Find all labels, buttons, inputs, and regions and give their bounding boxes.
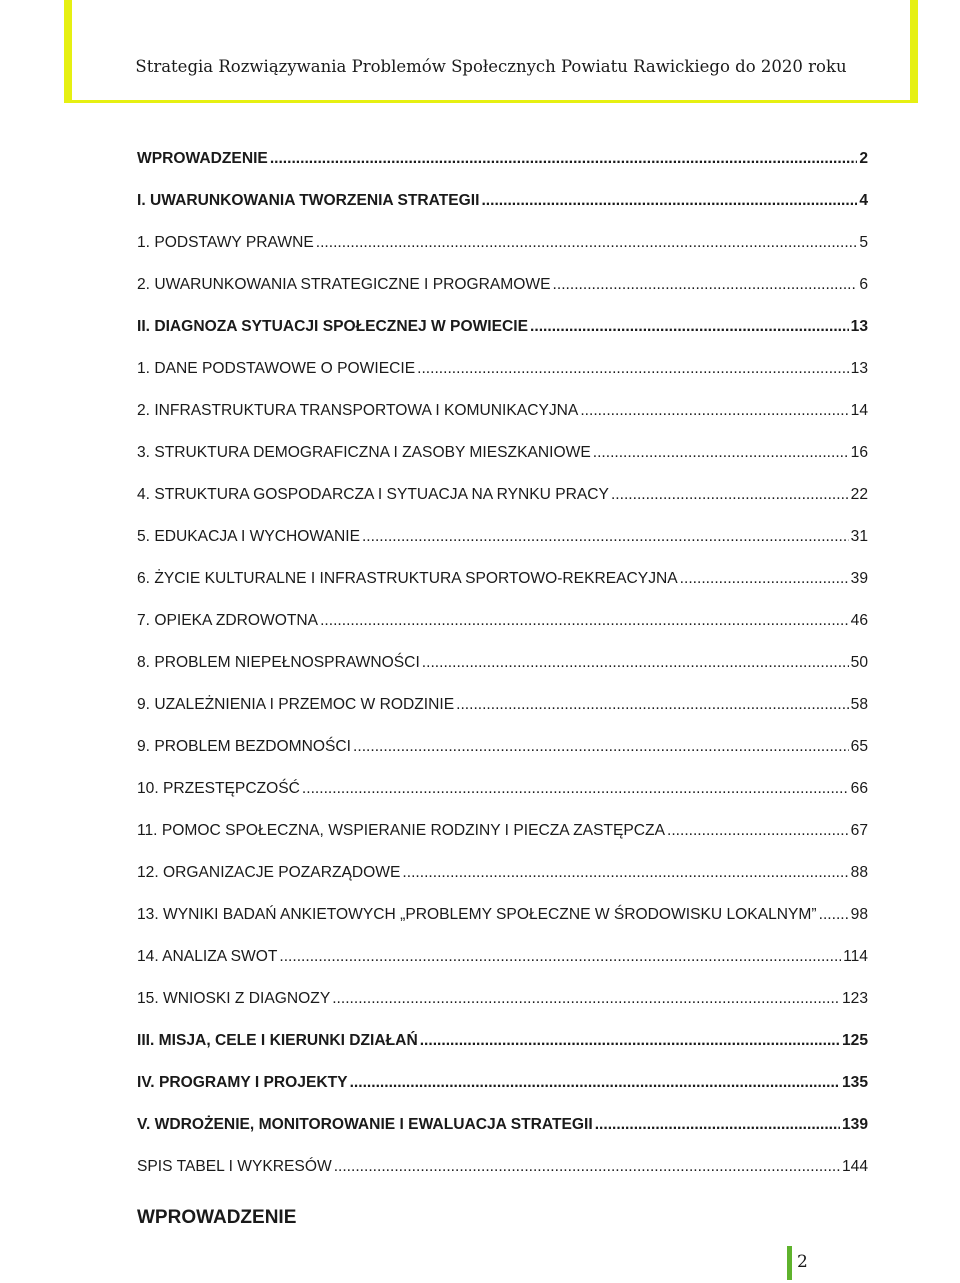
toc-dot-leader [302,780,849,798]
toc-entry-page: 144 [841,1158,868,1175]
toc-dot-leader [456,696,849,714]
toc-entry[interactable] [137,360,868,402]
toc-entry-page: 67 [850,822,868,839]
toc-entry-title: 9. UZALEŻNIENIA I PRZEMOC W RODZINIE [137,696,455,713]
toc-entry-title: 2. UWARUNKOWANIA STRATEGICZNE I PROGRAMOWE [137,276,551,293]
toc-dot-leader [316,234,858,252]
toc-entry[interactable] [137,1116,868,1158]
toc-entry[interactable] [137,1074,868,1116]
toc-dot-leader [270,150,858,168]
toc-entry-title: WPROWADZENIE [137,150,268,167]
toc-entry-page: 13 [850,318,868,335]
toc-entry-page: 14 [850,402,868,419]
toc-entry[interactable] [137,1158,868,1200]
toc-entry-page: 2 [859,150,868,167]
toc-entry-page: 50 [850,654,868,671]
toc-entry-title: 14. ANALIZA SWOT [137,948,278,965]
toc-entry-page: 22 [850,486,868,503]
toc-entry[interactable] [137,234,868,276]
toc-dot-leader [667,822,849,840]
toc-entry-page: 4 [859,192,868,209]
table-of-contents [137,150,868,1200]
toc-entry[interactable] [137,780,868,822]
toc-entry-title: 11. POMOC SPOŁECZNA, WSPIERANIE RODZINY I PIECZA ZASTĘPCZA [137,822,665,839]
toc-entry-title: SPIS TABEL I WYKRESÓW [137,1158,332,1175]
toc-dot-leader [417,360,849,378]
toc-dot-leader [350,1074,840,1092]
toc-entry-page: 66 [850,780,868,797]
toc-entry-page: 65 [850,738,868,755]
toc-dot-leader [334,1158,840,1176]
toc-dot-leader [595,1116,840,1134]
header-left-accent-bar [64,0,72,103]
toc-entry[interactable] [137,864,868,906]
toc-dot-leader [593,444,849,462]
toc-entry-title: 6. ŻYCIE KULTURALNE I INFRASTRUKTURA SPORTOWO-REKREACYJNA [137,570,678,587]
toc-entry-title: IV. PROGRAMY I PROJEKTY [137,1074,348,1091]
toc-entry-page: 123 [841,990,868,1007]
toc-entry-page: 135 [841,1074,868,1091]
toc-entry-page: 39 [850,570,868,587]
toc-entry[interactable] [137,402,868,444]
toc-entry-page: 6 [859,276,868,293]
toc-dot-leader [481,192,857,210]
toc-entry[interactable] [137,738,868,780]
toc-entry-page: 98 [850,906,868,923]
toc-entry[interactable] [137,318,868,360]
header-accent-line [64,100,918,103]
footer-accent-bar [787,1246,792,1280]
toc-entry-title: III. MISJA, CELE I KIERUNKI DZIAŁAŃ [137,1032,418,1049]
toc-dot-leader [320,612,849,630]
toc-entry-page: 58 [850,696,868,713]
toc-entry-title: 13. WYNIKI BADAŃ ANKIETOWYCH „PROBLEMY SPOŁECZNE W ŚRODOWISKU LOKALNYM” [137,906,817,923]
toc-dot-leader [279,948,841,966]
toc-entry[interactable] [137,444,868,486]
toc-entry-title: V. WDROŻENIE, MONITOROWANIE I EWALUACJA STRATEGII [137,1116,593,1133]
toc-entry[interactable] [137,948,868,990]
toc-entry-title: 5. EDUKACJA I WYCHOWANIE [137,528,360,545]
toc-dot-leader [580,402,848,420]
toc-entry-page: 46 [850,612,868,629]
toc-dot-leader [819,906,849,924]
header-right-accent-bar [910,0,918,103]
toc-entry-page: 5 [859,234,868,251]
toc-entry[interactable] [137,612,868,654]
toc-entry-page: 139 [841,1116,868,1133]
toc-entry[interactable] [137,696,868,738]
toc-entry[interactable] [137,276,868,318]
toc-entry-page: 88 [850,864,868,881]
toc-entry-page: 125 [841,1032,868,1049]
toc-entry[interactable] [137,570,868,612]
toc-dot-leader [530,318,849,336]
section-heading: WPROWADZENIE [137,1207,297,1228]
toc-entry[interactable] [137,906,868,948]
toc-dot-leader [420,1032,840,1050]
toc-entry[interactable] [137,654,868,696]
toc-entry[interactable] [137,1032,868,1074]
toc-entry[interactable] [137,528,868,570]
toc-entry[interactable] [137,822,868,864]
toc-entry-title: 8. PROBLEM NIEPEŁNOSPRAWNOŚCI [137,654,420,671]
toc-dot-leader [332,990,840,1008]
toc-entry[interactable] [137,486,868,528]
toc-entry-title: 3. STRUKTURA DEMOGRAFICZNA I ZASOBY MIESZKANIOWE [137,444,591,461]
toc-dot-leader [362,528,849,546]
toc-entry-title: 9. PROBLEM BEZDOMNOŚCI [137,738,352,755]
toc-dot-leader [422,654,849,672]
toc-entry[interactable] [137,192,868,234]
toc-entry-title: 7. OPIEKA ZDROWOTNA [137,612,319,629]
page-number: 2 [797,1252,808,1272]
toc-entry-page: 114 [843,948,868,965]
toc-entry-page: 13 [850,360,868,377]
toc-entry-title: I. UWARUNKOWANIA TWORZENIA STRATEGII [137,192,480,209]
toc-entry-title: 15. WNIOSKI Z DIAGNOZY [137,990,331,1007]
toc-entry-title: 12. ORGANIZACJE POZARZĄDOWE [137,864,401,881]
toc-entry-page: 16 [850,444,868,461]
toc-dot-leader [402,864,848,882]
toc-entry[interactable] [137,150,868,192]
toc-entry-title: 1. DANE PODSTAWOWE O POWIECIE [137,360,416,377]
toc-dot-leader [553,276,858,294]
toc-entry-title: 1. PODSTAWY PRAWNE [137,234,314,251]
toc-entry-title: 4. STRUKTURA GOSPODARCZA I SYTUACJA NA RYNKU PRACY [137,486,609,503]
toc-entry[interactable] [137,990,868,1032]
toc-entry-page: 31 [850,528,868,545]
toc-dot-leader [611,486,849,504]
toc-dot-leader [353,738,849,756]
toc-entry-title: 10. PRZESTĘPCZOŚĆ [137,780,300,797]
running-header-title: Strategia Rozwiązywania Problemów Społecznych Powiatu Rawickiego do 2020 roku [135,57,847,76]
toc-entry-title: 2. INFRASTRUKTURA TRANSPORTOWA I KOMUNIKACYJNA [137,402,579,419]
toc-dot-leader [680,570,849,588]
toc-entry-title: II. DIAGNOZA SYTUACJI SPOŁECZNEJ W POWIECIE [137,318,529,335]
